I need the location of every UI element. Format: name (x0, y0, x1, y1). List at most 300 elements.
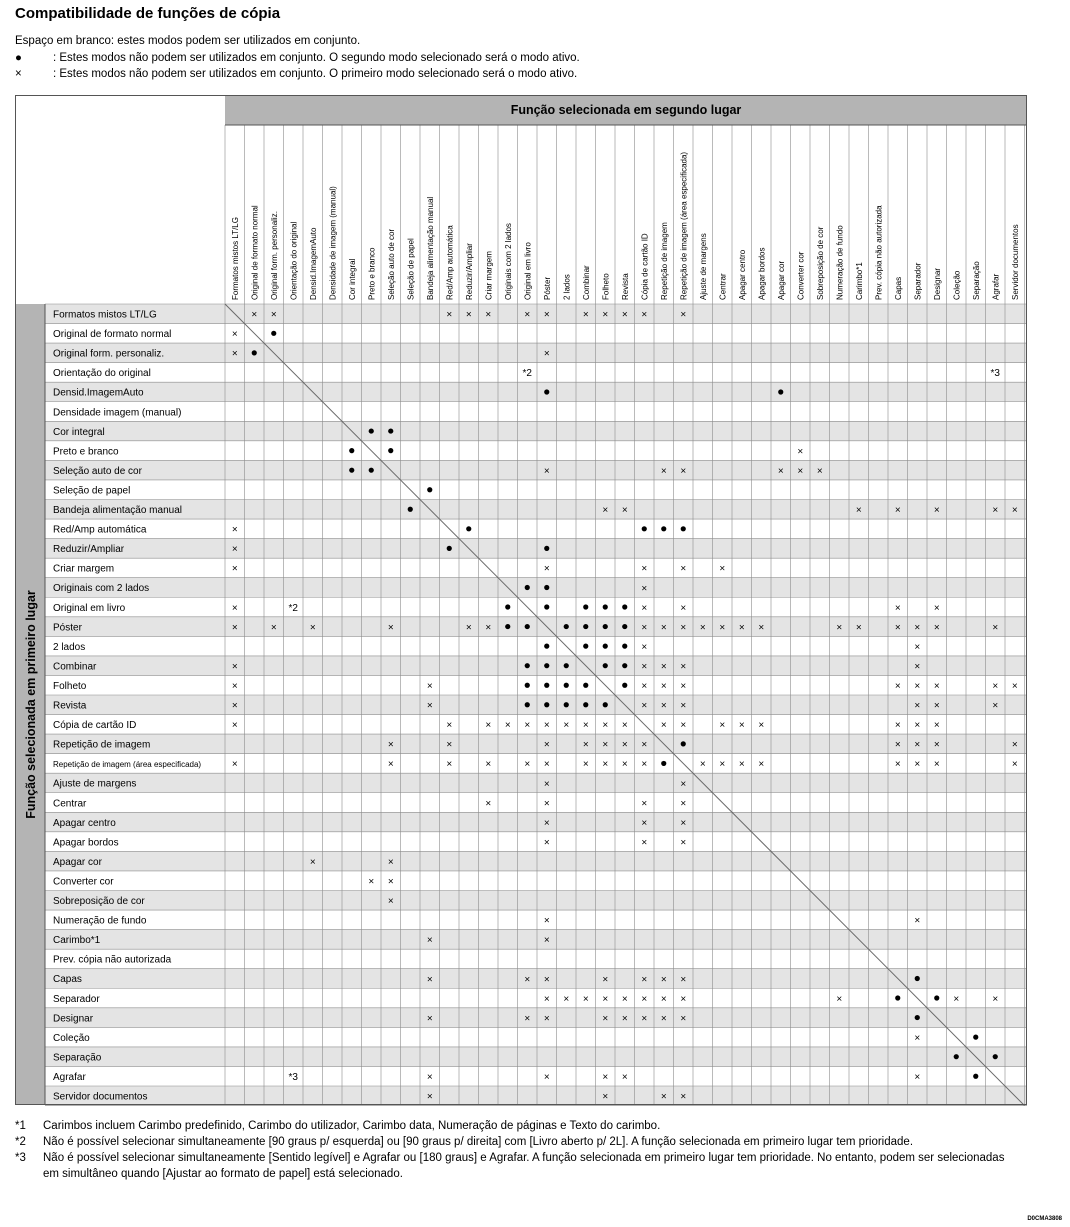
row-label: Centrar (53, 798, 87, 810)
cell-mark-cross: × (621, 1013, 628, 1025)
cell-mark-cross: × (641, 798, 648, 810)
cell-mark-cross: × (680, 1091, 687, 1103)
legend-blank-text: Espaço em branco: estes modos podem ser utilizados em conjunto. (15, 35, 361, 47)
column-header: Formatos mistos LT/LG (230, 217, 240, 300)
cell-mark-cross: × (680, 602, 687, 614)
first-selected-header: Função selecionada em primeiro lugar (24, 590, 38, 819)
column-header: Bandeja alimentação manual (425, 196, 435, 300)
cell-mark-cross: × (231, 563, 238, 575)
cell-mark-cross: × (641, 661, 648, 673)
column-header: Ajuste de margens (698, 233, 708, 300)
row-shade (45, 969, 1027, 989)
cell-mark-cross: × (602, 309, 609, 321)
cell-mark-cross: × (894, 739, 901, 751)
column-header: Repetição de imagem (659, 222, 669, 300)
row-label: Converter cor (53, 876, 114, 888)
cell-mark-cross: × (660, 1091, 667, 1103)
cell-mark-cross: × (465, 309, 472, 321)
row-label: Designar (53, 1013, 94, 1025)
cell-mark-cross: × (563, 720, 570, 732)
row-shade (45, 500, 1027, 520)
cell-mark-cross: × (680, 778, 687, 790)
row-shade (45, 734, 1027, 754)
column-header: Apagar cor (776, 260, 786, 300)
cell-mark-cross: × (231, 720, 238, 732)
cell-mark-cross: × (621, 505, 628, 517)
cell-mark-cross: × (602, 720, 609, 732)
cell-mark-cross: × (953, 993, 960, 1005)
cell-mark-cross: × (602, 1091, 609, 1103)
cell-mark-dot (525, 624, 530, 629)
column-header: Cor integral (347, 258, 357, 300)
cell-mark-cross: × (914, 700, 921, 712)
cell-mark-dot (564, 683, 569, 688)
cell-mark-dot (369, 428, 374, 433)
cell-mark-cross: × (543, 563, 550, 575)
footnote-3 (15, 1150, 1015, 1182)
cell-mark-dot (564, 702, 569, 707)
cell-mark-cross: × (543, 974, 550, 986)
row-label: Póster (53, 622, 82, 634)
column-header: Seleção auto de cor (386, 228, 396, 300)
cell-mark-cross: × (894, 759, 901, 771)
row-shade (45, 656, 1027, 676)
cell-mark-dot (544, 585, 549, 590)
cell-mark-cross: × (543, 1013, 550, 1025)
cell-mark-cross: × (387, 876, 394, 888)
cell-mark-dot (583, 683, 588, 688)
cell-mark-dot (544, 683, 549, 688)
row-label: Separação (53, 1052, 102, 1064)
footnote-3-text: Não é possível selecionar simultaneamente [Sentido legível] e Agrafar ou [180 graus] e Agrafar. A função selecionada em primeiro lugar tem prioridade. No entanto, podem ser selecionadas em simultâneo quando [Ajustar ao formato de papel] está selecionado. (43, 1152, 1005, 1180)
cell-mark-cross: × (426, 1072, 433, 1084)
cell-mark-dot (505, 604, 510, 609)
cell-mark-cross: × (582, 739, 589, 751)
cell-mark-cross: × (426, 974, 433, 986)
cell-mark-dot (505, 624, 510, 629)
cell-mark-dot (525, 585, 530, 590)
cell-mark-dot (252, 350, 257, 355)
column-header: Capas (893, 276, 903, 300)
cell-mark-dot (564, 624, 569, 629)
row-label: Agrafar (53, 1071, 86, 1083)
cell-mark-dot (583, 624, 588, 629)
cell-mark-cross: × (563, 993, 570, 1005)
cell-mark-cross: × (914, 1072, 921, 1084)
row-label: Coleção (53, 1032, 90, 1044)
row-label: 2 lados (53, 641, 86, 653)
cell-mark-cross: × (1011, 739, 1018, 751)
cell-mark-cross: × (621, 993, 628, 1005)
cell-mark-cross: × (543, 739, 550, 751)
cell-mark-cross: × (231, 524, 238, 536)
cell-mark-cross: × (933, 739, 940, 751)
cell-mark-dot (544, 644, 549, 649)
legend-dot-text: : Estes modos não podem ser utilizados em conjunto. O segundo modo selecionado será o modo ativo. (53, 52, 580, 64)
column-header: Apagar bordos (757, 247, 767, 300)
cell-mark-cross: × (641, 622, 648, 634)
row-label: Originais com 2 lados (53, 583, 150, 595)
cell-mark-dot (466, 526, 471, 531)
row-label: Orientação do original (53, 368, 151, 380)
cell-mark-cross: × (387, 739, 394, 751)
row-shade (45, 773, 1027, 793)
cell-mark-cross: × (621, 1072, 628, 1084)
cell-mark-cross: × (368, 876, 375, 888)
cell-mark-note: *3 (288, 1072, 298, 1084)
cell-mark-cross: × (231, 622, 238, 634)
cell-mark-cross: × (680, 681, 687, 693)
column-header: Servidor documentos (1010, 224, 1020, 300)
cell-mark-dot (622, 644, 627, 649)
cell-mark-cross: × (485, 720, 492, 732)
column-header: Criar margem (484, 251, 494, 300)
cell-mark-cross: × (387, 759, 394, 771)
cell-mark-dot (544, 389, 549, 394)
row-label: Apagar bordos (53, 837, 119, 849)
cell-mark-cross: × (797, 446, 804, 458)
footnote-1 (15, 1118, 1015, 1134)
cell-mark-cross: × (894, 505, 901, 517)
footnote-3-mark: *3 (15, 1152, 26, 1164)
column-header: Carimbo*1 (854, 262, 864, 300)
column-header: Densidade de imagem (manual) (328, 186, 338, 300)
legend-cross-text: : Estes modos não podem ser utilizados em conjunto. O primeiro modo selecionado será o modo ativo. (53, 68, 578, 80)
cell-mark-dot (778, 389, 783, 394)
cell-mark-dot (427, 487, 432, 492)
cell-mark-cross: × (914, 915, 921, 927)
row-shade (45, 382, 1027, 402)
cell-mark-cross: × (524, 720, 531, 732)
cell-mark-cross: × (270, 622, 277, 634)
column-header: Apagar centro (737, 249, 747, 300)
cell-mark-note: *2 (522, 368, 532, 380)
cell-mark-cross: × (680, 309, 687, 321)
column-header: Póster (542, 276, 552, 300)
document-code: D0CMA3808 (1027, 1216, 1062, 1222)
cell-mark-cross: × (914, 622, 921, 634)
cell-mark-cross: × (582, 759, 589, 771)
cell-mark-cross: × (914, 681, 921, 693)
cell-mark-cross: × (680, 563, 687, 575)
row-label: Combinar (53, 661, 97, 673)
cell-mark-cross: × (738, 759, 745, 771)
row-shade (45, 891, 1027, 911)
legend-dot-symbol: ● (15, 52, 22, 64)
cell-mark-dot (993, 1054, 998, 1059)
cell-mark-cross: × (894, 681, 901, 693)
row-label: Red/Amp automática (53, 524, 147, 536)
cell-mark-cross: × (231, 602, 238, 614)
column-header: Seleção de papel (406, 238, 416, 300)
row-shade (45, 460, 1027, 480)
row-label: Cópia de cartão ID (53, 720, 137, 732)
column-header: Original de formato normal (250, 205, 260, 300)
cell-mark-dot (973, 1035, 978, 1040)
cell-mark-cross: × (680, 837, 687, 849)
column-header: Coleção (952, 270, 962, 300)
cell-mark-dot (349, 468, 354, 473)
row-label: Original form. personaliz. (53, 348, 165, 360)
footnote-2-mark: *2 (15, 1136, 26, 1148)
cell-mark-cross: × (660, 622, 667, 634)
second-selected-header: Função selecionada em segundo lugar (510, 103, 742, 117)
cell-mark-cross: × (933, 681, 940, 693)
cell-mark-cross: × (543, 759, 550, 771)
cell-mark-cross: × (758, 759, 765, 771)
cell-mark-cross: × (426, 700, 433, 712)
cell-mark-cross: × (231, 681, 238, 693)
cell-mark-cross: × (758, 622, 765, 634)
cell-mark-cross: × (524, 974, 531, 986)
row-label: Preto e branco (53, 446, 119, 458)
cell-mark-dot (544, 702, 549, 707)
cell-mark-cross: × (641, 993, 648, 1005)
row-label: Original em livro (53, 602, 126, 614)
column-header: Densid.ImagemAuto (308, 227, 318, 300)
cell-mark-cross: × (602, 993, 609, 1005)
cell-mark-cross: × (719, 759, 726, 771)
cell-mark-cross: × (680, 661, 687, 673)
cell-mark-cross: × (855, 622, 862, 634)
column-header: Red/Amp automática (445, 225, 455, 300)
cell-mark-dot (271, 331, 276, 336)
cell-mark-cross: × (914, 759, 921, 771)
cell-mark-cross: × (426, 681, 433, 693)
cell-mark-cross: × (543, 348, 550, 360)
cell-mark-cross: × (309, 856, 316, 868)
cell-mark-cross: × (660, 661, 667, 673)
column-header: Centrar (718, 273, 728, 300)
legend-dot (15, 52, 580, 64)
cell-mark-dot (603, 604, 608, 609)
column-header: Reduzir/Ampliar (464, 243, 474, 300)
cell-mark-cross: × (485, 798, 492, 810)
cell-mark-dot (583, 604, 588, 609)
row-label: Cor integral (53, 426, 105, 438)
row-label: Carimbo*1 (53, 935, 101, 947)
cell-mark-cross: × (582, 720, 589, 732)
cell-mark-cross: × (504, 720, 511, 732)
cell-mark-cross: × (699, 622, 706, 634)
cell-mark-cross: × (660, 720, 667, 732)
row-label: Repetição de imagem (área especificada) (53, 760, 202, 770)
column-header: Revista (620, 273, 630, 300)
row-label: Numeração de fundo (53, 915, 147, 927)
cell-mark-cross: × (641, 641, 648, 653)
cell-mark-cross: × (894, 720, 901, 732)
legend-cross-symbol: × (15, 68, 22, 80)
row-label: Folheto (53, 680, 87, 692)
cell-mark-cross: × (426, 1013, 433, 1025)
cell-mark-cross: × (309, 622, 316, 634)
cell-mark-dot (525, 702, 530, 707)
cell-mark-dot (934, 995, 939, 1000)
footnote-1-text: Carimbos incluem Carimbo predefinido, Carimbo do utilizador, Carimbo data, Numeração de páginas e Texto do carimbo. (43, 1120, 661, 1132)
cell-mark-dot (681, 741, 686, 746)
cell-mark-cross: × (680, 1013, 687, 1025)
cell-mark-dot (622, 663, 627, 668)
row-label: Separador (53, 993, 100, 1005)
cell-mark-dot (661, 761, 666, 766)
cell-mark-cross: × (602, 505, 609, 517)
row-label: Criar margem (53, 563, 115, 575)
column-header: Sobreposição de cor (815, 226, 825, 300)
cell-mark-cross: × (641, 309, 648, 321)
row-label: Original de formato normal (53, 329, 172, 341)
row-shade (45, 421, 1027, 441)
cell-mark-dot (895, 995, 900, 1000)
cell-mark-cross: × (933, 700, 940, 712)
cell-mark-dot (622, 604, 627, 609)
cell-mark-cross: × (680, 993, 687, 1005)
cell-mark-dot (583, 644, 588, 649)
row-label: Bandeja alimentação manual (53, 505, 182, 516)
cell-mark-cross: × (914, 641, 921, 653)
column-header: Designar (932, 267, 942, 300)
footnote-2-text: Não é possível selecionar simultaneamente [90 graus p/ esquerda] ou [90 graus p/ direita] com [Livro aberto p/ 2L]. A função selecionada em primeiro lugar tem prioridade. (43, 1136, 914, 1148)
row-shade (45, 304, 1027, 324)
cell-mark-cross: × (933, 720, 940, 732)
column-header: 2 lados (562, 274, 572, 300)
cell-mark-cross: × (543, 935, 550, 947)
cell-mark-dot (642, 526, 647, 531)
column-header: Converter cor (796, 251, 806, 300)
cell-mark-cross: × (719, 720, 726, 732)
cell-mark-dot (583, 702, 588, 707)
row-label: Formatos mistos LT/LG (53, 309, 157, 321)
cell-mark-cross: × (719, 563, 726, 575)
cell-mark-cross: × (992, 622, 999, 634)
cell-mark-cross: × (777, 465, 784, 477)
cell-mark-cross: × (446, 309, 453, 321)
cell-mark-cross: × (543, 798, 550, 810)
cell-mark-dot (954, 1054, 959, 1059)
row-label: Densidade imagem (manual) (53, 407, 182, 419)
cell-mark-cross: × (641, 817, 648, 829)
cell-mark-cross: × (621, 739, 628, 751)
row-label: Prev. cópia não autorizada (53, 954, 172, 966)
cell-mark-dot (622, 683, 627, 688)
row-label: Apagar cor (53, 856, 102, 868)
cell-mark-cross: × (816, 465, 823, 477)
column-header: Folheto (601, 273, 611, 300)
cell-mark-cross: × (543, 817, 550, 829)
cell-mark-cross: × (387, 896, 394, 908)
cell-mark-cross: × (465, 622, 472, 634)
cell-mark-dot (973, 1074, 978, 1079)
cell-mark-cross: × (660, 700, 667, 712)
row-shade (45, 851, 1027, 871)
cell-mark-cross: × (231, 759, 238, 771)
cell-mark-cross: × (641, 1013, 648, 1025)
cell-mark-cross: × (231, 661, 238, 673)
column-header: Separação (971, 261, 981, 300)
row-label: Servidor documentos (53, 1091, 148, 1103)
cell-mark-cross: × (543, 915, 550, 927)
cell-mark-dot (622, 624, 627, 629)
cell-mark-cross: × (680, 700, 687, 712)
cell-mark-cross: × (641, 700, 648, 712)
cell-mark-cross: × (894, 602, 901, 614)
row-label: Seleção auto de cor (53, 465, 142, 477)
cell-mark-cross: × (992, 681, 999, 693)
cell-mark-cross: × (738, 622, 745, 634)
cell-mark-cross: × (660, 974, 667, 986)
cell-mark-dot (603, 702, 608, 707)
column-header: Orientação do original (289, 221, 299, 300)
cell-mark-cross: × (446, 720, 453, 732)
row-label: Densid.ImagemAuto (53, 387, 144, 399)
row-shade (45, 695, 1027, 715)
row-label: Apagar centro (53, 817, 116, 829)
cell-mark-cross: × (992, 700, 999, 712)
cell-mark-cross: × (641, 759, 648, 771)
cell-mark-dot (603, 624, 608, 629)
legend-blank (15, 35, 360, 47)
cell-mark-cross: × (231, 700, 238, 712)
cell-mark-cross: × (660, 681, 667, 693)
cell-mark-dot (408, 507, 413, 512)
cell-mark-cross: × (992, 505, 999, 517)
cell-mark-cross: × (602, 974, 609, 986)
cell-mark-cross: × (680, 622, 687, 634)
row-shade (45, 343, 1027, 363)
cell-mark-cross: × (914, 720, 921, 732)
cell-mark-dot (525, 683, 530, 688)
cell-mark-cross: × (836, 622, 843, 634)
row-shade (45, 578, 1027, 598)
cell-mark-cross: × (894, 622, 901, 634)
page-title: Compatibilidade de funções de cópia (15, 5, 281, 22)
cell-mark-dot (915, 976, 920, 981)
row-label: Revista (53, 700, 87, 712)
cell-mark-cross: × (231, 329, 238, 341)
cell-mark-cross: × (914, 1032, 921, 1044)
footnotes (15, 1118, 1015, 1182)
cell-mark-cross: × (1011, 759, 1018, 771)
cell-mark-dot (525, 663, 530, 668)
cell-mark-dot (369, 468, 374, 473)
cell-mark-cross: × (660, 1013, 667, 1025)
cell-mark-cross: × (933, 759, 940, 771)
cell-mark-note: *2 (288, 602, 298, 614)
cell-mark-cross: × (719, 622, 726, 634)
cell-mark-dot (544, 604, 549, 609)
cell-mark-cross: × (524, 309, 531, 321)
row-label: Seleção de papel (53, 485, 131, 497)
legend-cross (15, 68, 577, 80)
column-header: Numeração de fundo (835, 225, 845, 300)
cell-mark-cross: × (602, 1013, 609, 1025)
column-header: Separador (913, 262, 923, 300)
cell-mark-dot (544, 663, 549, 668)
column-header: Combinar (581, 265, 591, 300)
cell-mark-cross: × (543, 1072, 550, 1084)
cell-mark-cross: × (426, 1091, 433, 1103)
cell-mark-cross: × (251, 309, 258, 321)
cell-mark-cross: × (855, 505, 862, 517)
cell-mark-dot (603, 663, 608, 668)
cell-mark-cross: × (641, 837, 648, 849)
cell-mark-cross: × (543, 837, 550, 849)
cell-mark-cross: × (738, 720, 745, 732)
cell-mark-cross: × (933, 602, 940, 614)
cell-mark-cross: × (582, 993, 589, 1005)
cell-mark-dot (447, 546, 452, 551)
cell-mark-note: *3 (990, 368, 1000, 380)
cell-mark-cross: × (758, 720, 765, 732)
